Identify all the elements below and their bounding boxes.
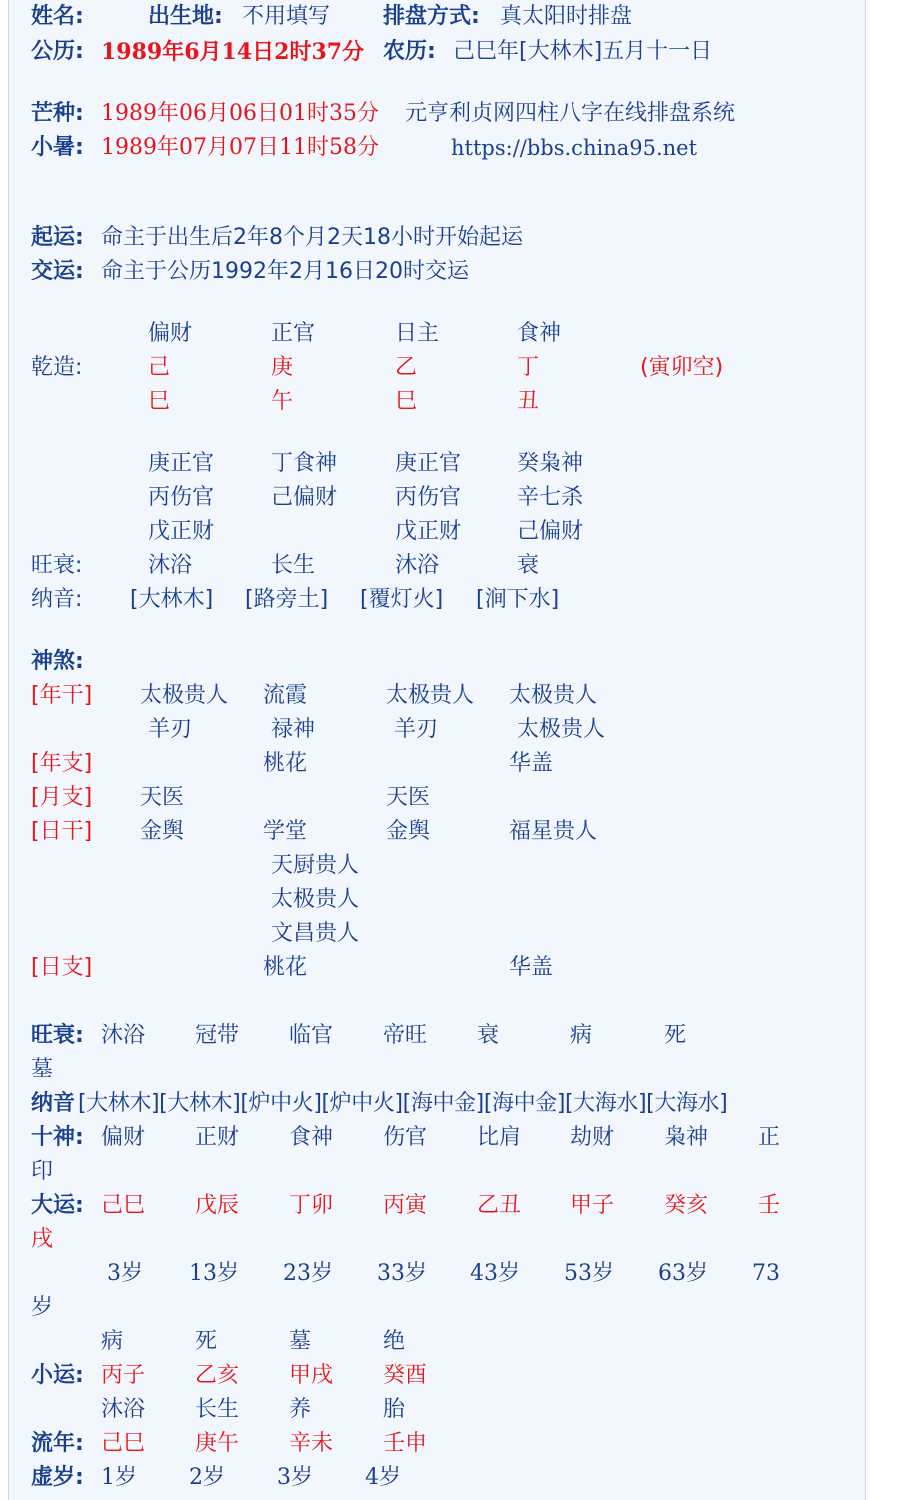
mangzhong-label: 芒种: [31, 101, 84, 126]
hidden-hour-3: 己偏财 [517, 519, 584, 544]
dayun-8b: 戌 [31, 1227, 54, 1252]
age-2: 13岁 [189, 1261, 239, 1286]
dayun-ws-1: 沐浴 [101, 1023, 146, 1048]
method-value: 真太阳时排盘 [500, 4, 633, 29]
shensha-rg-1: 金舆 [140, 819, 185, 844]
hidden-month-1: 丁食神 [271, 451, 338, 476]
shishen-3: 食神 [289, 1125, 334, 1150]
dayun-ws-2: 冠带 [195, 1023, 240, 1048]
age-6: 53岁 [564, 1261, 614, 1286]
branch-day: 巳 [395, 389, 418, 414]
shensha-nz-1: 桃花 [263, 751, 308, 776]
shensha-rz-1: 桃花 [263, 955, 308, 980]
shensha-rg-7: 福星贵人 [509, 819, 598, 844]
xiaoshu-value: 1989年07月07日11时58分 [101, 135, 379, 160]
hidden-day-3: 戊正财 [395, 519, 462, 544]
mangzhong-value: 1989年06月06日01时35分 [101, 101, 379, 126]
shensha-rg-3: 天厨贵人 [271, 853, 360, 878]
xiaoyun-ws-2: 长生 [195, 1397, 240, 1422]
dayun-ws-6: 病 [570, 1023, 593, 1048]
hidden-year-1: 庚正官 [148, 451, 215, 476]
shishen-label: 十神: [31, 1125, 84, 1150]
dayun-ws-8: 墓 [31, 1057, 54, 1082]
dayun-6: 甲子 [570, 1193, 615, 1218]
dayun-ws-5: 衰 [477, 1023, 500, 1048]
dayun-ws-3: 临官 [289, 1023, 334, 1048]
xiaoyun-ws-4: 胎 [383, 1397, 406, 1422]
liunian-2: 庚午 [195, 1431, 240, 1456]
xiaoyun-2: 乙亥 [195, 1363, 240, 1388]
wangshuai-label: 旺衰: [31, 553, 83, 578]
jiaoyun-label: 交运: [31, 259, 84, 284]
branch-month: 午 [271, 389, 294, 414]
shensha-rg-2: 学堂 [263, 819, 308, 844]
ten-god-day: 日主 [395, 321, 440, 346]
xusui-1: 1岁 [101, 1465, 137, 1490]
shishen-4: 伤官 [383, 1125, 428, 1150]
qianzao-label: 乾造: [31, 355, 83, 380]
nayin-day: [覆灯火] [360, 587, 444, 612]
shensha-yz-1: 天医 [140, 785, 185, 810]
ten-god-hour: 食神 [517, 321, 562, 346]
birthplace-label: 出生地: [148, 4, 223, 29]
ten-god-month: 正官 [271, 321, 316, 346]
shensha-rg-5: 文昌贵人 [271, 921, 360, 946]
shensha-ng-2b: 禄神 [271, 717, 316, 742]
hidden-month-2: 己偏财 [271, 485, 338, 510]
shishen-8a: 正 [758, 1125, 781, 1150]
xiaoyun-state-3: 墓 [289, 1329, 312, 1354]
void-branches: (寅卯空) [640, 355, 724, 380]
row-label-nian-zhi: [年支] [31, 751, 93, 776]
dayun-wangshuai-label: 旺衰: [31, 1023, 84, 1048]
shensha-ng-2a: 流霞 [263, 683, 308, 708]
xiaoyun-state-1: 病 [101, 1329, 124, 1354]
xiaoyun-1: 丙子 [101, 1363, 146, 1388]
age-7: 63岁 [658, 1261, 708, 1286]
xiaoyun-ws-1: 沐浴 [101, 1397, 146, 1422]
dayun-ws-4: 帝旺 [383, 1023, 428, 1048]
shensha-rg-4: 太极贵人 [271, 887, 360, 912]
xiaoshu-label: 小暑: [31, 135, 84, 160]
shishen-7: 枭神 [664, 1125, 709, 1150]
branch-year: 巳 [148, 389, 171, 414]
xiaoyun-3: 甲戌 [289, 1363, 334, 1388]
wangshuai-day: 沐浴 [395, 553, 440, 578]
stem-month: 庚 [271, 355, 294, 380]
nayin-month: [路旁土] [245, 587, 329, 612]
nayin-label: 纳音: [31, 587, 83, 612]
site-name: 元亨利贞网四柱八字在线排盘系统 [405, 101, 736, 126]
solar-value: 1989年6月14日2时37分 [101, 39, 365, 65]
ten-god-year: 偏财 [148, 321, 193, 346]
xusui-4: 4岁 [365, 1465, 401, 1490]
age-5: 43岁 [470, 1261, 520, 1286]
birthplace-value: 不用填写 [242, 4, 331, 29]
qiyun-value: 命主于出生后2年8个月2天18小时开始起运 [101, 225, 523, 250]
row-label-ri-gan: [日干] [31, 819, 93, 844]
wangshuai-year: 沐浴 [148, 553, 193, 578]
hidden-hour-2: 辛七杀 [517, 485, 584, 510]
wangshuai-month: 长生 [271, 553, 316, 578]
liunian-3: 辛未 [289, 1431, 334, 1456]
dayun-nayin: [大林木][大林木][炉中火][炉中火][海中金][海中金][大海水][大海水] [78, 1091, 728, 1116]
dayun-8a: 壬 [758, 1193, 781, 1218]
name-label: 姓名: [31, 4, 84, 29]
site-url-link[interactable]: https://bbs.china95.net [451, 136, 698, 160]
lunar-value: 己巳年[大林木]五月十一日 [453, 39, 713, 64]
shensha-nz-2: 华盖 [509, 751, 554, 776]
shishen-8b: 印 [31, 1159, 54, 1184]
dayun-2: 戊辰 [195, 1193, 240, 1218]
liunian-4: 壬申 [383, 1431, 428, 1456]
branch-hour: 丑 [517, 389, 540, 414]
liunian-1: 己巳 [101, 1431, 146, 1456]
row-label-yue-zhi: [月支] [31, 785, 93, 810]
shensha-ng-1b: 羊刃 [148, 717, 193, 742]
dayun-label: 大运: [31, 1193, 84, 1218]
shensha-ng-4b: 太极贵人 [517, 717, 606, 742]
age-3: 23岁 [283, 1261, 333, 1286]
dayun-7: 癸亥 [664, 1193, 709, 1218]
method-label: 排盘方式: [383, 4, 480, 29]
shensha-ng-3a: 太极贵人 [386, 683, 475, 708]
xiaoyun-4: 癸酉 [383, 1363, 428, 1388]
dayun-ws-7: 死 [664, 1023, 687, 1048]
shensha-ng-4a: 太极贵人 [509, 683, 598, 708]
shensha-rg-6: 金舆 [386, 819, 431, 844]
solar-label: 公历: [31, 39, 84, 64]
shensha-yz-2: 天医 [386, 785, 431, 810]
xiaoyun-state-2: 死 [195, 1329, 218, 1354]
age-8a: 73 [752, 1261, 780, 1286]
nayin-hour: [涧下水] [476, 587, 560, 612]
dayun-5: 乙丑 [477, 1193, 522, 1218]
hidden-year-3: 戊正财 [148, 519, 215, 544]
liunian-label: 流年: [31, 1431, 84, 1456]
shensha-rz-2: 华盖 [509, 955, 554, 980]
dayun-4: 丙寅 [383, 1193, 428, 1218]
nayin-year: [大林木] [130, 587, 214, 612]
hidden-day-2: 丙伤官 [395, 485, 462, 510]
shishen-6: 劫财 [570, 1125, 615, 1150]
hidden-day-1: 庚正官 [395, 451, 462, 476]
xiaoyun-label: 小运: [31, 1363, 84, 1388]
row-label-nian-gan: [年干] [31, 683, 93, 708]
stem-year: 己 [148, 355, 171, 380]
age-1: 3岁 [107, 1261, 143, 1286]
shensha-ng-3b: 羊刃 [394, 717, 439, 742]
jiaoyun-value: 命主于公历1992年2月16日20时交运 [101, 259, 469, 284]
shensha-title: 神煞: [31, 649, 84, 674]
hidden-year-2: 丙伤官 [148, 485, 215, 510]
xiaoyun-state-4: 绝 [383, 1329, 406, 1354]
xusui-2: 2岁 [189, 1465, 225, 1490]
shishen-1: 偏财 [101, 1125, 146, 1150]
wangshuai-hour: 衰 [517, 553, 540, 578]
shishen-5: 比肩 [477, 1125, 522, 1150]
hidden-hour-1: 癸枭神 [517, 451, 584, 476]
age-8b: 岁 [31, 1295, 54, 1320]
lunar-label: 农历: [383, 39, 436, 64]
dayun-nayin-label: 纳音 [31, 1091, 76, 1116]
stem-hour: 丁 [517, 355, 540, 380]
qiyun-label: 起运: [31, 225, 84, 250]
xusui-3: 3岁 [277, 1465, 313, 1490]
dayun-3: 丁卯 [289, 1193, 334, 1218]
dayun-1: 己巳 [101, 1193, 146, 1218]
stem-day: 乙 [395, 355, 418, 380]
shensha-ng-1a: 太极贵人 [140, 683, 229, 708]
age-4: 33岁 [377, 1261, 427, 1286]
xusui-label: 虚岁: [31, 1465, 84, 1490]
shishen-2: 正财 [195, 1125, 240, 1150]
xiaoyun-ws-3: 养 [289, 1397, 312, 1422]
row-label-ri-zhi: [日支] [31, 955, 93, 980]
